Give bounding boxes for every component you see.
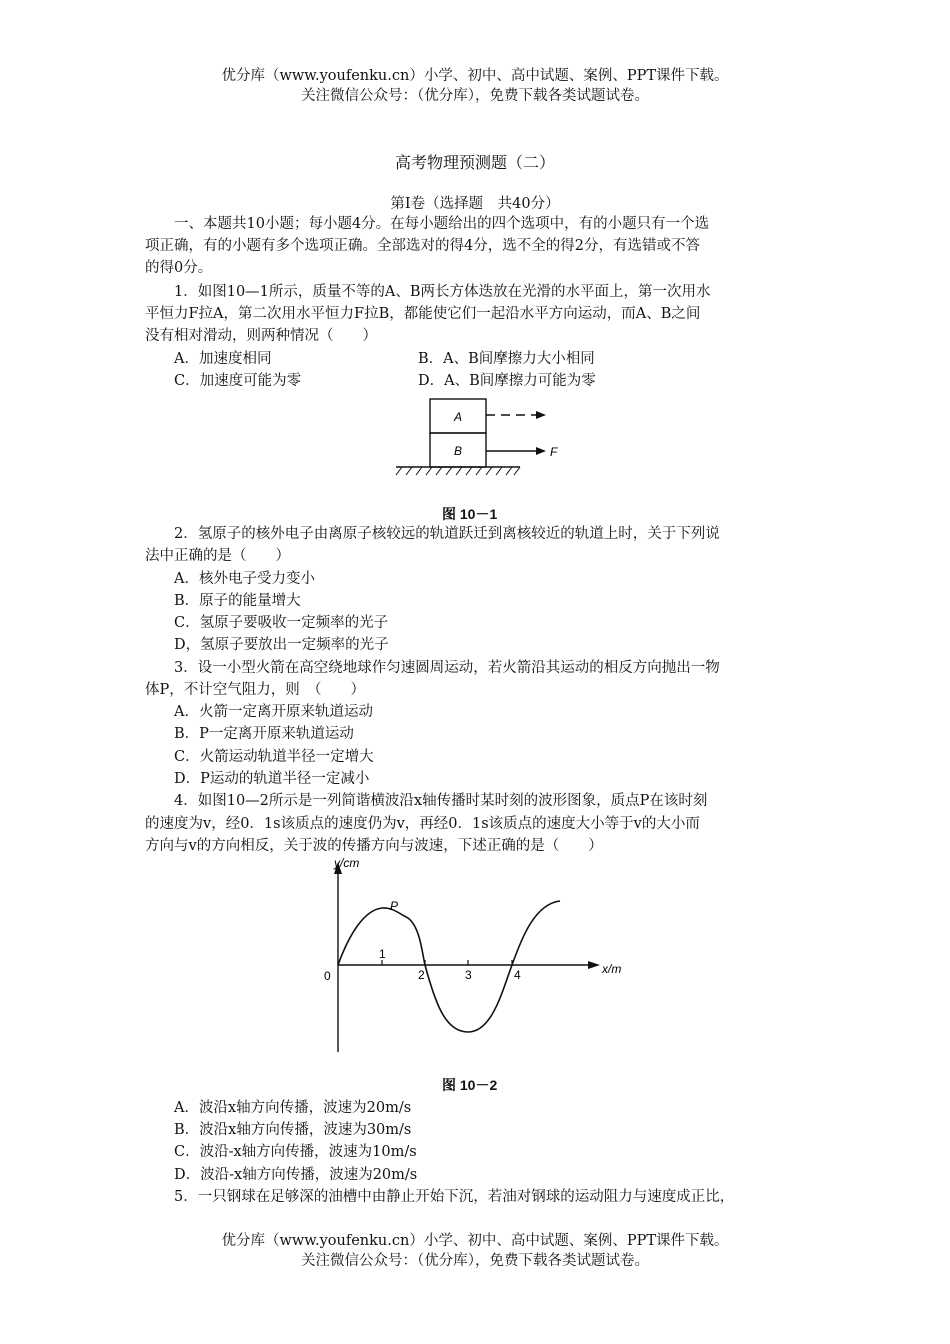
x-tick-1: 1 [379,947,386,961]
page-title: 高考物理预测题（二） [394,153,555,172]
q2-stem-line-2: 法中正确的是（ ） [145,548,290,564]
section-title: 第Ⅰ卷（选择题 共40分） [390,196,560,212]
q2-option-c: C．氢原子要吸收一定频率的光子 [174,615,389,631]
q4-stem-line-1: 4．如图10—2所示是一列简谐横波沿x轴传播时某时刻的波形图象，质点P在该时刻 [174,793,708,809]
q3-stem-line-2: 体P，不计空气阻力，则 （ ） [145,682,366,698]
figure-10-2 [310,852,640,1062]
q3-option-d: D．P运动的轨道半径一定减小 [174,771,370,787]
x-tick-2: 2 [418,968,425,982]
q1-stem-line-3: 没有相对滑动，则两种情况（ ） [145,328,377,344]
q1-option-d: D．A、B间摩擦力可能为零 [418,373,596,389]
instructions-line-1: 一、本题共10小题；每小题4分。在每小题给出的四个选项中，有的小题只有一个选 [174,216,710,232]
x-axis-label: x/m [602,962,622,976]
q1-option-a: A．加速度相同 [174,351,272,367]
header-line-1: 优分库（www.youfenku.cn）小学、初中、高中试题、案例、PPT课件下载。 [221,68,729,84]
q3-option-b: B．P一定离开原来轨道运动 [174,726,354,742]
q4-option-b: B．波沿x轴方向传播，波速为30m/s [174,1122,412,1138]
footer-line-2: 关注微信公众号：（优分库），免费下载各类试题试卷。 [301,1253,649,1269]
figure-10-2-caption: 图 10－2 [442,1077,498,1093]
q3-stem-line-1: 3．设一小型火箭在高空绕地球作匀速圆周运动，若火箭沿其运动的相反方向抛出一物 [174,660,720,676]
x-tick-4: 4 [514,968,521,982]
force-arrow-head [536,447,546,455]
origin-label: 0 [324,969,331,983]
q2-option-d: D，氢原子要放出一定频率的光子 [174,637,389,653]
figure-10-1 [388,393,568,483]
block-b-label: B [453,444,463,458]
instructions-line-3: 的得0分。 [145,260,213,276]
q1-stem-line-2: 平恒力F拉A，第二次用水平恒力F拉B，都能使它们一起沿水平方向运动，而A、B之间 [145,306,701,322]
q1-stem-line-1: 1．如图10—1所示，质量不等的A、B两长方体迭放在光滑的水平面上，第一次用水 [174,284,711,300]
q5-stem-line-1: 5．一只钢球在足够深的油槽中由静止开始下沉，若油对钢球的运动阻力与速度成正比， [174,1189,735,1205]
x-tick-3: 3 [465,968,472,982]
q4-stem-line-2: 的速度为v，经0．1s该质点的速度仍为v，再经0．1s该质点的速度大小等于v的大小而 [145,816,700,832]
q4-stem-line-3: 方向与v的方向相反，关于波的传播方向与波速，下述正确的是（ ） [145,838,603,854]
q1-option-b: B．A、B间摩擦力大小相同 [418,351,595,367]
footer-line-1: 优分库（www.youfenku.cn）小学、初中、高中试题、案例、PPT课件下载。 [221,1233,729,1249]
x-ticks [382,960,512,965]
figure-10-1-caption: 图 10－1 [442,506,498,522]
q2-option-b: B．原子的能量增大 [174,593,301,609]
wave-curve [338,901,560,1032]
q4-option-d: D．波沿-x轴方向传播，波速为20m/s [174,1167,418,1183]
point-p-label: P [390,899,399,913]
force-label: F [550,445,558,459]
ground-hatching [396,467,520,475]
q4-option-a: A．波沿x轴方向传播，波速为20m/s [174,1100,412,1116]
q2-stem-line-1: 2．氢原子的核外电子由离原子核较远的轨道跃迁到离核较近的轨道上时，关于下列说 [174,526,720,542]
header-line-2: 关注微信公众号：（优分库），免费下载各类试题试卷。 [301,88,649,104]
q3-option-c: C．火箭运动轨道半径一定增大 [174,749,374,765]
q1-option-c: C．加速度可能为零 [174,373,302,389]
block-a-label: A [453,410,463,424]
dashed-arrow-head [536,411,546,419]
q4-option-c: C．波沿-x轴方向传播，波速为10m/s [174,1144,417,1160]
q3-option-a: A．火箭一定离开原来轨道运动 [174,704,373,720]
y-axis-label: y/cm [334,856,360,870]
q2-option-a: A．核外电子受力变小 [174,571,315,587]
instructions-line-2: 项正确，有的小题有多个选项正确。全部选对的得4分，选不全的得2分，有选错或不答 [145,238,700,254]
x-axis-arrow [588,961,600,969]
